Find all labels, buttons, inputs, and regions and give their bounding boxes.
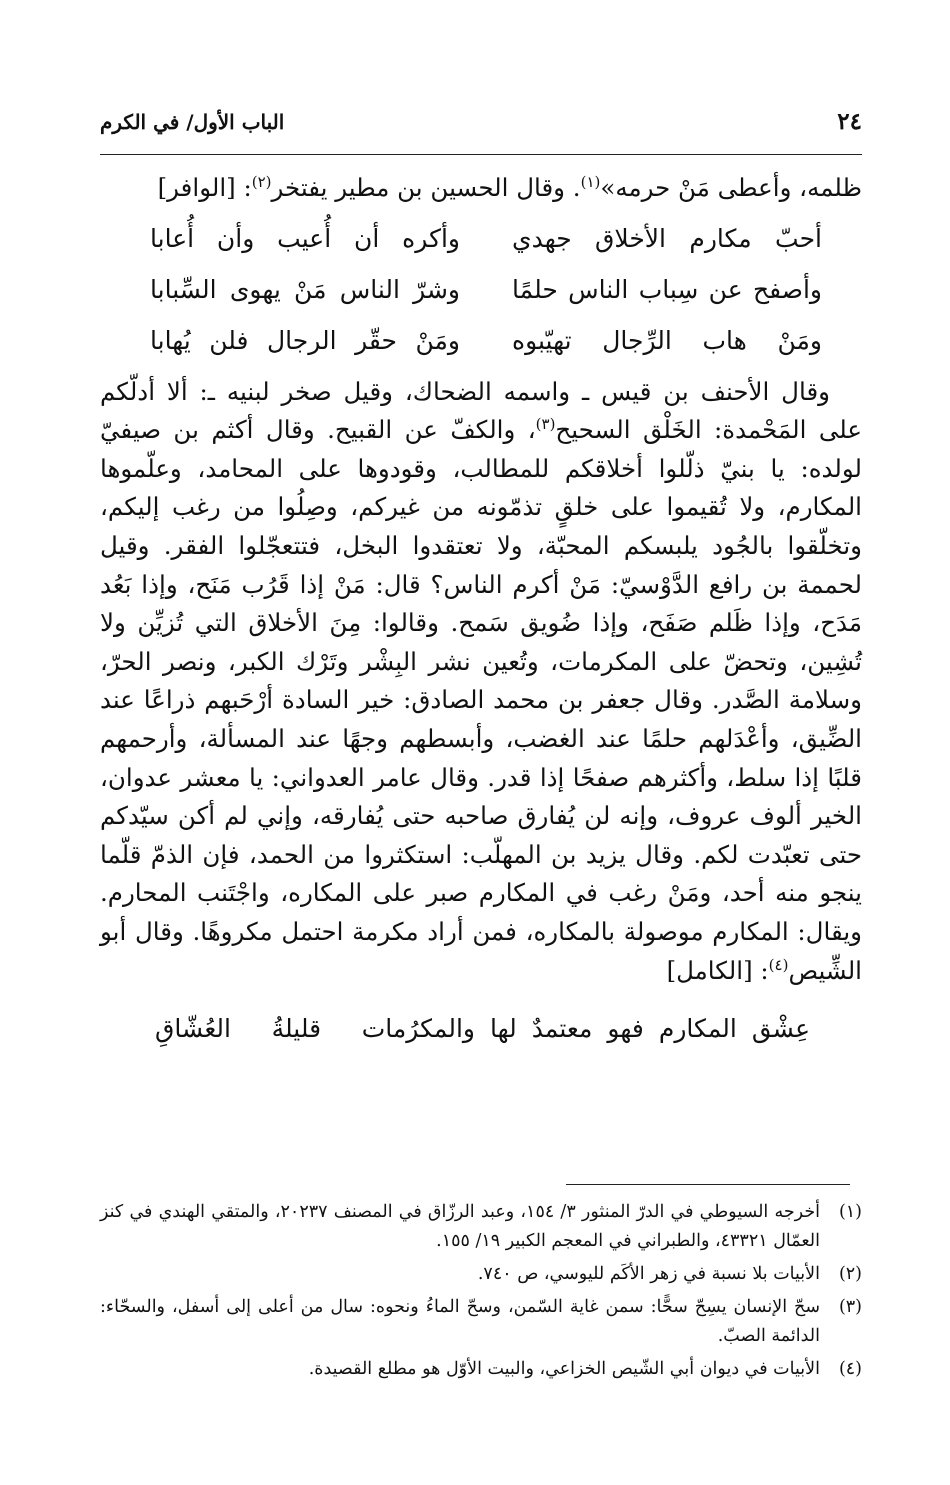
paragraph-part-3: : [الكامل] (666, 955, 769, 985)
poem-verse (100, 265, 862, 316)
footnote-number: (١) (838, 1202, 862, 1222)
main-paragraph (100, 373, 862, 991)
footnotes (100, 1198, 862, 1388)
footnote-divider (566, 1184, 850, 1185)
paragraph-part-1: وقال الأحنف بن قيس ـ واسمه الضحاك، وقيل صخر لبنيه ـ: ألا أدلّكم على المَحْمدة: الخَلْق السحيح (100, 376, 862, 445)
footnote-number: (٤) (838, 1359, 862, 1379)
footnote-text: الأبيات بلا نسبة في زهر الأكَم لليوسي، ص ٧٤٠. (477, 1264, 820, 1284)
footnote-number: (٣) (838, 1297, 862, 1317)
footnote-number: (٢) (838, 1264, 862, 1284)
page-number: ٢٤ (837, 108, 862, 135)
poem-2 (100, 1004, 862, 1055)
footnote-text: الأبيات في ديوان أبي الشّيص الخزاعي، والبيت الأوّل هو مطلع القصيدة. (308, 1359, 820, 1379)
footnote-text: سحّ الإنسان يسِحّ سحًّا: سمن غاية السّمن، وسحّ الماءُ ونحوه: سال من أعلى إلى أسفل، والسحّاء: الدائمة الصبّ. (100, 1297, 820, 1346)
verse-second-hemistich: ومَنْ حقّر الرجال فلن يُهابا (150, 325, 460, 355)
verse-first-hemistich: عِشْق المكارم فهو معتمدٌ لها (490, 1014, 810, 1044)
verse-first-hemistich: ومَنْ هاب الرِّجال تهيّبوه (512, 325, 822, 355)
page (100, 108, 862, 1061)
verse-first-hemistich: وأصفح عن سِباب الناس حلمًا (512, 274, 822, 304)
verse-second-hemistich: وشرّ الناس مَنْ يهوى السِّبابا (150, 274, 460, 304)
footnote-ref-4[interactable]: (٤) (768, 955, 789, 974)
footnote-item (100, 1293, 862, 1351)
footnote-text: أخرجه السيوطي في الدرّ المنثور ٣/ ١٥٤، وعبد الرزّاق في المصنف ٢٠٢٣٧، والمتقي الهندي في كنز العمّال ٤٣٣٢١، والطبراني في المعجم الكبير ١٩/ ١٥٥. (100, 1202, 821, 1251)
footnote-ref-1[interactable]: (١) (580, 172, 601, 191)
paragraph-part-2: ، والكفّ عن القبيح. وقال أكثم بن صيفيّ لولده: يا بنيّ ذلّلوا أخلاقكم للمطالب، وقودوها على المحامد، وعلّموها المكارم، ولا تُقيموا على خلقٍ تذمّونه من غيركم، وصِلُوا من رغب إليكم، وتخلّقوا بالجُود يلبسكم المحبّة، ولا تعتقدوا البخل، فتتعجّلوا الفقر. وقيل لحممة بن رافع الدَّوْسيّ: مَنْ أكرم الناس؟ قال: مَنْ إذا قَرُب مَنَح، وإذا بَعُد مَدَح، وإذا ظَلم صَفَح، وإذا ضُويق سَمح. وقالوا: مِنَ الأخلاق التي تُزيِّن ولا تُشِين، وتحضّ على المكرمات، وتُعين نشر البِشْر وتَرْك الكبر، ونصر الحرّ، وسلامة الصَّدر. وقال جعفر بن محمد الصادق: خير السادة أرْحَبهم ذراعًا عند الضِّيق، وأعْدَلهم حلمًا عند الغضب، وأبسطهم وجهًا عند المسألة، وأرحمهم قلبًا إذا سلط، وأكثرهم صفحًا إذا قدر. وقال عامر العدواني: يا معشر عدوان، الخير ألوف عروف، وإنه لن يُفارق صاحبه حتى يُفارقه، وإني لم أكن سيّدكم حتى تعبّدت لكم. وقال يزيد بن المهلّب: استكثروا من الحمد، فإن الذمّ قلّما ينجو منه أحد، ومَنْ رغب في المكارم صبر على المكاره، واجْتَنب المحارم. ويقال: المكارم موصولة بالمكاره، فمن أراد مكرمة احتمل مكروهًا. وقال أبو الشِّيص (100, 415, 862, 985)
poem-verse (100, 214, 862, 265)
intro-line (100, 169, 862, 208)
intro-text-c: : [الوافر] (157, 173, 252, 202)
running-title: الباب الأول/ في الكرم (100, 110, 285, 134)
poem-verse (100, 316, 862, 367)
footnote-ref-2[interactable]: (٢) (251, 172, 272, 191)
footnote-item (100, 1260, 862, 1289)
verse-first-hemistich: أحبّ مكارم الأخلاق جهدي (512, 223, 822, 253)
intro-text-a: ظلمه، وأعطى مَنْ حرمه» (600, 173, 862, 202)
intro-text-b: . وقال الحسين بن مطير يفتخر (271, 173, 581, 202)
footnote-item (100, 1355, 862, 1384)
page-header (100, 108, 862, 155)
verse-second-hemistich: وأكره أن أُعيب وأن أُعابا (150, 223, 460, 253)
body-text (100, 169, 862, 1055)
poem (100, 214, 862, 367)
footnote-item (100, 1198, 862, 1256)
poem-verse (100, 1004, 862, 1055)
verse-second-hemistich: والمكرُمات قليلةُ العُشّاقِ (155, 1014, 475, 1044)
footnote-ref-3[interactable]: (٣) (535, 415, 556, 434)
